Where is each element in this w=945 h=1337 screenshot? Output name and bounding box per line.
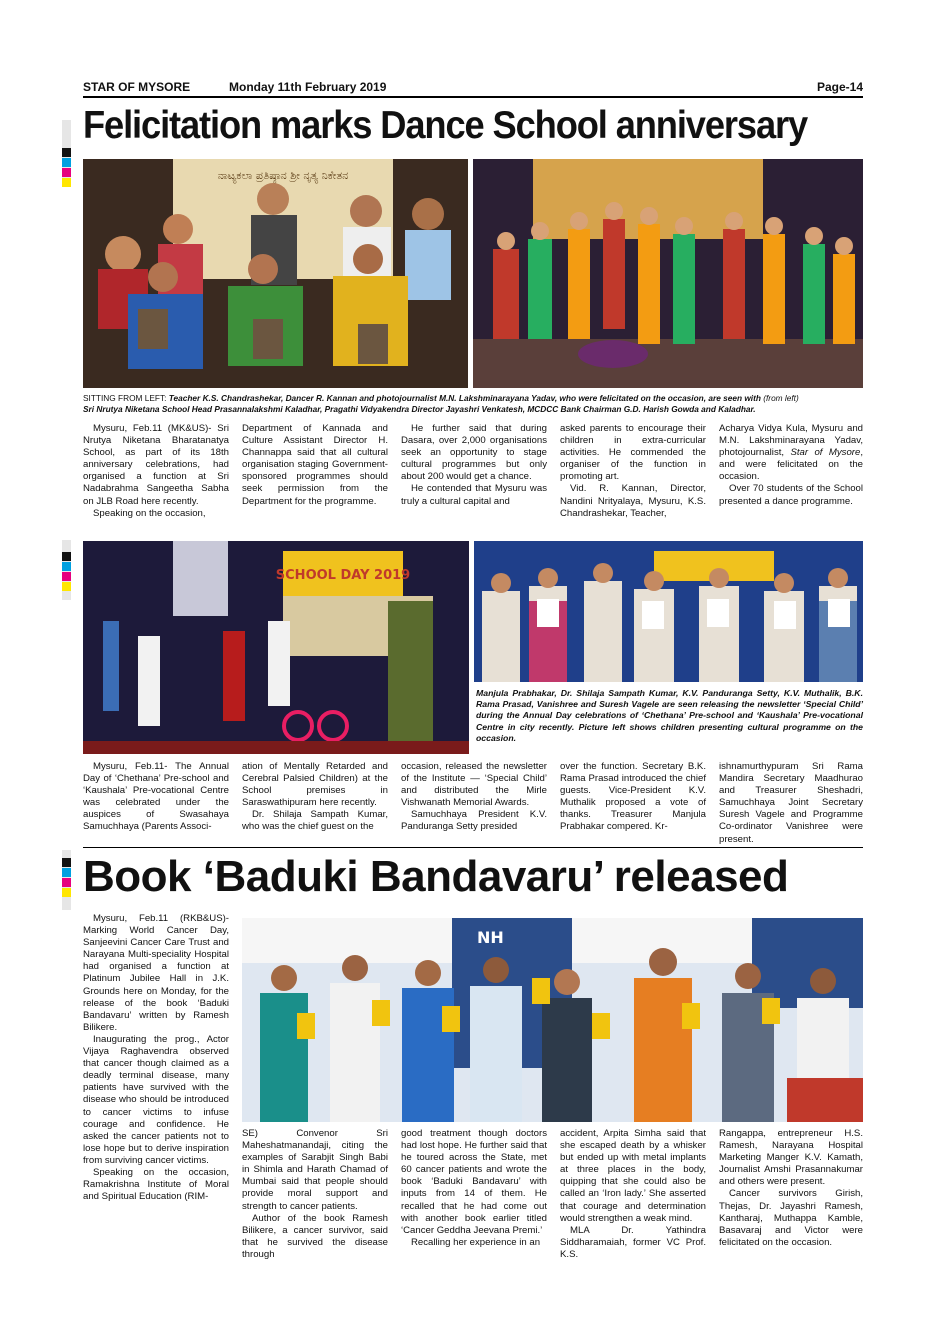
story2-column-2: [242, 761, 388, 834]
story3-column-5: [719, 1128, 863, 1249]
photo-felicitation: [83, 159, 468, 388]
story3-column-4: [560, 1128, 706, 1261]
story3-column-2: [242, 1128, 388, 1261]
page-header: [83, 80, 863, 98]
paragraph: Speaking on the occasion,: [93, 507, 206, 519]
caption-newsletter: Manjula Prabhakar, Dr. Shilaja Sampath Kumar, K.V. Panduranga Setty, K.V. Muthalik, B.K. Rama Prasad, Vanishree and Suresh Vagele are seen releasing the newsletter ‘Special Child’ during the Annual Day celebrations of ‘Chethana’ Pre-school and ‘Kaushala’ Pre-vocational Centre in city recently. Picture left shows children presenting cultural programme on the occasion.: [476, 688, 863, 743]
reg-mark-yellow: [62, 178, 71, 187]
paragraph: asked parents to encourage their children in extra-curricular activities. He commended the organiser of the function in promoting art.: [560, 423, 706, 483]
paragraph: Author of the book Ramesh Bilikere, a cancer survivor, said that he survived the disease through: [242, 1212, 388, 1260]
paragraph: Rangappa, entrepreneur H.S. Ramesh, Narayana Hospital Marketing Manger K.V. Kamath, Journalist Amshi Prasannakumar and others were present.: [719, 1128, 863, 1188]
paragraph: Over 70 students of the School presented a dance programme.: [719, 483, 863, 507]
text: , and were felicitated on the occasion.: [719, 447, 863, 483]
paragraph: Mysuru, Feb.11 (RKB&US)- Marking World Cancer Day, Sanjeevini Cancer Care Trust and Narayana Multi-speciality Hospital had organised a function at Platinum Jubilee Hall in J.K. Grounds here on Monday, for the release of the book ‘Baduki Bandavaru’ written by Ramesh Bilikere.: [83, 913, 229, 1033]
photo-newsletter-release: [474, 541, 863, 682]
reg-mark-magenta: [62, 572, 71, 581]
story2-column-1: [83, 761, 229, 834]
story2-column-5: [719, 761, 863, 846]
issue-date: Monday 11th February 2019: [229, 80, 387, 94]
headline-book-release: Book ‘Baduki Bandavaru’ released: [83, 852, 789, 901]
paragraph: Cancer survivors Girish, Thejas, Dr. Jayashri Ramesh, Kantharaj, Muthappa Kamble, Basavaraj and Victor were felicitated on the occasion.: [719, 1188, 863, 1248]
paragraph: accident, Arpita Simha said that she escaped death by a whisker but ended up with metal implants at three places in the body, quipping that she could also be called an ‘Iron lady.’ She asserted that courage and determination would strengthen a weak mind.: [560, 1128, 706, 1224]
caption-from-left: (from left): [763, 393, 799, 403]
paragraph: Dr. Shilaja Sampath Kumar, who was the chief guest on the: [242, 809, 388, 833]
paragraph: He further said that during Dasara, over 2,000 organisations seek an opportunity to stage cultural programmes but only about 200 would get a chance.: [401, 423, 547, 483]
story1-column-5: [719, 423, 863, 508]
caption-felicitation: [83, 393, 863, 415]
reg-mark-yellow: [62, 582, 71, 591]
story1-column-4: [560, 423, 706, 520]
reg-mark-cyan: [62, 562, 71, 571]
paragraph: Mysuru, Feb.11 (MK&US)- Sri Nrutya Niketana Bharatanatya School, as part of its 18th anniversary celebrations, had organised a function at Sri Nadabrahma Sangeetha Sabha on JLB Road here recently.: [83, 423, 229, 507]
caption-body: Teacher K.S. Chandrashekar, Dancer R. Kannan and photojournalist M.N. Lakshminarayana Yadav, who were felicitated on the occasion, are seen with: [168, 393, 764, 403]
publication-name: Star of Mysore: [790, 447, 861, 459]
page-number: Page-14: [816, 80, 863, 94]
paragraph: Recalling her experience in an: [411, 1236, 541, 1248]
story1-column-2: [242, 423, 388, 508]
story3-column-3: [401, 1128, 547, 1249]
reg-mark-cyan: [62, 158, 71, 167]
paragraph: over the function. Secretary B.K. Rama Prasad introduced the chief guests. Vice-President K.V. Muthalik proposed a vote of thanks. Treasurer Manjula Prabhakar compered. Kr-: [560, 761, 706, 833]
reg-mark-black: [62, 858, 71, 867]
banner-text: ನಾಟ್ಯಕಲಾ ಪ್ರತಿಷ್ಠಾನ ಶ್ರೀ ನೃತ್ಯ ನಿಕೇತನ: [217, 169, 349, 182]
paragraph: ation of Mentally Retarded and Cerebral Palsied Children) at the School premises in Saraswathipuram here recently.: [242, 761, 388, 809]
reg-mark-yellow: [62, 888, 71, 897]
paragraph: Mysuru, Feb.11- The Annual Day of ‘Chethana’ Pre-school and ‘Kaushala’ Pre-vocational Centre was celebrated under the auspices of Swasahaya Samuchhaya (Parents Associ-: [83, 761, 229, 833]
photo-school-day-children: [83, 541, 469, 754]
paragraph: ishnamurthypuram Sri Rama Mandira Secretary Maadhurao and Treasurer Sheshadri, Samuchhaya Joint Secretary Suresh Vagele and Programme Co-ordinator Vanishree were present.: [719, 761, 863, 845]
caption-line2: Sri Nrutya Niketana School Head Prasannalakshmi Kaladhar, Pragathi Vidyakendra Director Jayashri Venkatesh, MCDCC Bank Chairman G.D. Harish Gowda and Kaladhar.: [83, 404, 756, 414]
story2-column-3: [401, 761, 547, 834]
paragraph: occasion, released the newsletter of the Institute — ‘Special Child’ and distributed the Mirle Vishwanath Memorial Awards.: [401, 761, 547, 809]
paragraph: Vid. R. Kannan, Director, Nandini Nrityalaya, Mysuru, K.S. Chandrashekar, Teacher,: [560, 483, 706, 519]
caption-lead: SITTING FROM LEFT:: [83, 393, 169, 403]
paragraph: Speaking on the occasion, Ramakrishna Institute of Moral and Spiritual Education (RIM-: [83, 1166, 229, 1203]
paragraph: SE) Convenor Sri Maheshatmanandaji, citing the examples of Sarabjit Singh Babi in Shimla and Harath Chamad of Mumbai said that people should provide moral support and strength to cancer patients.: [242, 1128, 388, 1212]
reg-mark-black: [62, 148, 71, 157]
paragraph: Samuchhaya President K.V. Panduranga Setty presided: [401, 809, 547, 833]
story2-column-4: [560, 761, 706, 834]
section-divider: [83, 847, 863, 848]
headline-dance-school: Felicitation marks Dance School anniversary: [83, 104, 808, 147]
reg-mark-magenta: [62, 878, 71, 887]
reg-mark-black: [62, 552, 71, 561]
story1-column-1: [83, 423, 229, 520]
banner-text: SCHOOL DAY 2019: [275, 568, 411, 583]
paragraph: good treatment though doctors had lost hope. He further said that he toured across the State, met 60 cancer patients and wrote the book ‘Baduki Bandavaru’ with inputs from 14 of them. He recalled that he had come out with another book earlier titled ‘Cancer Geddha Jeevana Premi.’: [401, 1128, 547, 1236]
photo-book-release: [242, 918, 863, 1122]
newspaper-name: STAR OF MYSORE: [83, 80, 191, 94]
photo-dance-performance: [473, 159, 863, 388]
banner-text: NH: [477, 928, 504, 947]
paragraph: Inaugurating the prog., Actor Vijaya Raghavendra observed that cancer though claimed as a deadly terminal disease, many patients have survived with the disease who should be introduced to cancer victims to infuse courage and confidence. He asked the cancer patients not to lose hope but to derive inspiration from surviving cancer victims.: [83, 1033, 229, 1166]
reg-mark-magenta: [62, 168, 71, 177]
paragraph: He contended that Mysuru was truly a cultural capital and: [401, 483, 547, 507]
paragraph: Department of Kannada and Culture Assistant Director H. Channappa said that all cultural organisation staging Government-sponsored programmes should seek permission from the Department for the programme.: [242, 423, 388, 507]
text: Acharya Vidya Kula, Mysuru and M.N. Lakshminarayana Yadav, photojournalist,: [719, 423, 863, 459]
story3-column-1: [83, 913, 229, 1203]
paragraph: MLA Dr. Yathindra Siddharamaiah, former VC Prof. K.S.: [560, 1224, 706, 1260]
story1-column-3: [401, 423, 547, 508]
reg-mark-cyan: [62, 868, 71, 877]
